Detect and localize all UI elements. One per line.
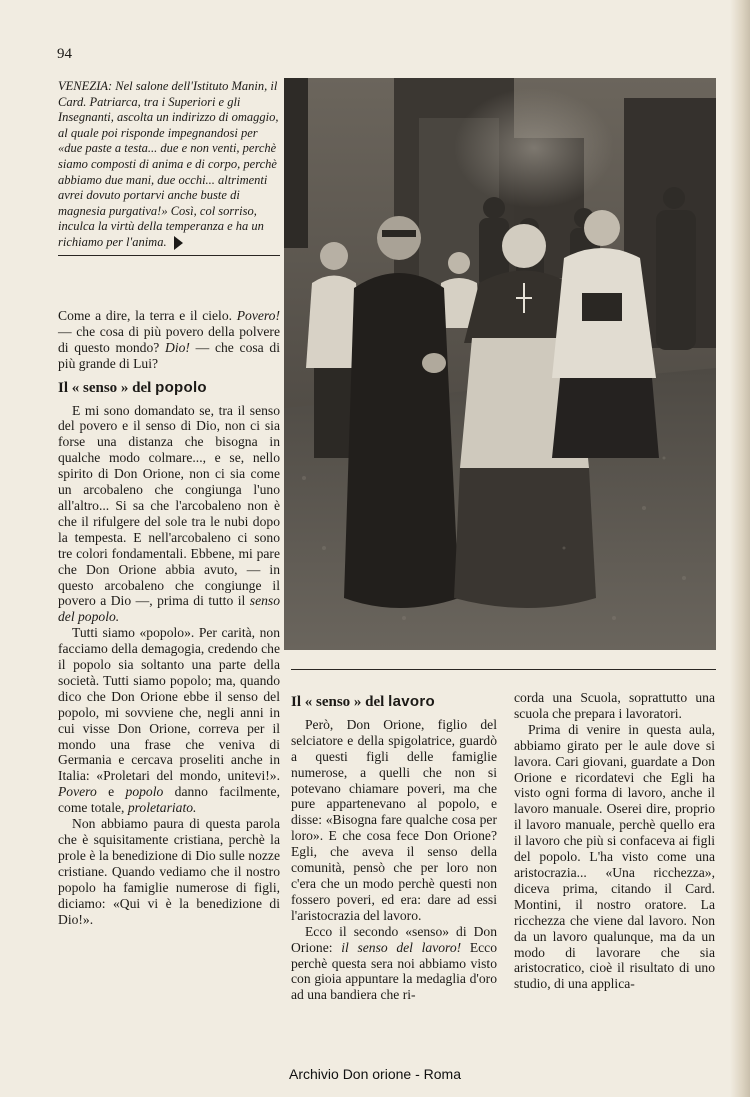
- middle-paragraph-2: [291, 924, 497, 1004]
- page-number: 94: [57, 46, 72, 62]
- text-run: e: [96, 784, 126, 800]
- text-run: Dio!: [165, 339, 190, 355]
- photo-caption: [58, 79, 280, 256]
- text-run: — che cosa di più povero della polvere di questo mondo?: [58, 323, 280, 355]
- text-run: il senso del lavoro!: [341, 939, 462, 955]
- text-run: Povero: [58, 784, 97, 800]
- page-edge-shadow: [730, 0, 750, 1097]
- right-paragraph-1: [514, 690, 715, 722]
- caption-place: VENEZIA:: [58, 79, 113, 93]
- left-paragraph-2: [58, 625, 280, 816]
- text-run: Però, Don Orione, figlio del selciatore e della spigolatrice, guardò a questi figli delle famiglie numerose, a quelli che non si potevano chiamare poveri, ma che pure appartenevano al popolo, e disse: «Bisogna fare qualche cosa per loro». E che cosa fece Don Orione? Egli, che aveva il senso della comunità, pensò che per loro non c'era che un modo perchè questi non fossero poveri, ed era: dare ad essi l'aristocrazia del lavoro.: [291, 716, 497, 923]
- text-run: Non abbiamo paura di questa parola che è squisitamente cristiana, perchè la prole è la benedizione di Dio sulle nozze cristiane. Quando vediamo che il nostro popolo ha famiglie numerose di figli, diciamo: «Qui vi è la benedizione di Dio!».: [58, 816, 280, 927]
- left-paragraph-3: [58, 816, 280, 927]
- text-run: Ecco perchè questa sera noi abbiamo visto con gioia appuntare la medaglia d'oro ad una bandiera che ri-: [291, 939, 497, 1003]
- heading-popolo-word: popolo: [155, 378, 207, 396]
- heading-lavoro-prefix: Il « senso » del: [291, 694, 389, 710]
- left-column: [58, 308, 280, 927]
- right-paragraph-2: [514, 722, 715, 992]
- text-run: senso del popolo.: [58, 593, 280, 625]
- right-column: [514, 690, 715, 992]
- column-divider-rule: [291, 669, 716, 670]
- text-run: Prima di venire in questa aula, abbiamo girato per le aule dove si lavora. Cari giovani, guardate a Don Orione e ricordatevi che Egli ha visto ogni forma di lavoro, anche il lavoro manuale. Oserei dire, proprio il lavoro manuale, perchè quello era il lavoro che più si confaceva ai figli del popolo. L'ha visto come una aristocrazia... «Una ricchezza», diceva prima, citando il Card. Montini, il nostro oratore. La ricchezza che viene dal lavoro. Non da un lavoro qualunque, ma da un modo di lavorare che sia aristocratico, cioè il risultato di uno studio, di una applica-: [514, 721, 715, 992]
- middle-column: [291, 694, 497, 1003]
- text-run: corda una Scuola, soprattutto una scuola che prepara i lavoratori.: [514, 690, 715, 721]
- text-run: danno facilmente, come totale,: [58, 784, 280, 816]
- left-paragraph-1: [58, 403, 280, 626]
- heading-senso-lavoro: [291, 694, 497, 711]
- heading-senso-popolo: [58, 380, 280, 397]
- text-run: Ecco il secondo «senso» di Don Orione:: [291, 923, 497, 955]
- text-run: proletariato.: [127, 800, 197, 816]
- text-run: Come a dire, la terra e il cielo.: [58, 308, 237, 323]
- text-run: popolo: [125, 784, 164, 800]
- text-run: — che cosa di più grande di Lui?: [58, 339, 280, 371]
- middle-paragraph-1: [291, 717, 497, 924]
- caption-pointer-icon: [174, 236, 183, 250]
- left-intro-paragraph: [58, 308, 280, 372]
- caption-text: Nel salone dell'Istituto Manin, il Card. Patriarca, tra i Superiori e gli Insegnanti, ascolta un indirizzo di omaggio, al quale poi risponde impegnandosi per «due paste a testa... due e non venti, perchè siamo composti di anima e di corpo, perchè abbiamo due mani, due occhi... altrimenti avrei dovuto portarvi anche buste di magnesia purgativa!» Così, col sorriso, inculca la virtù della temperanza e ha un richiamo per l'anima.: [58, 79, 279, 249]
- text-run: Povero!: [236, 308, 280, 323]
- heading-lavoro-word: lavoro: [388, 693, 435, 710]
- photograph: [284, 78, 716, 650]
- archive-footer: Archivio Don orione - Roma: [289, 1066, 461, 1082]
- photo-scene: [284, 78, 716, 650]
- text-run: Tutti siamo «popolo». Per carità, non facciamo della demagogia, credendo che il popolo sia soltanto una parte della società. Tutti siamo popolo; ma, quando dico che Don Orione ebbe il senso del popolo, mi sovviene che, negli anni in cui visse Don Orione, correva per il mondo una frase che veniva di Germania e cercava proseliti anche in Italia: «Proletari del mondo, unitevi!».: [58, 625, 280, 784]
- text-run: E mi sono domandato se, tra il senso del povero e il senso di Dio, non ci sia forse una distanza che bisogna in qualche modo colmare..., e se, nello spirito di Don Orione, non ci sia come un arcobaleno che congiunga l'uno all'altro... Si sa che l'arcobaleno non è che il rifulgere del sole tra le nubi dopo la tempesta. E nell'arcobaleno ci sono tre colori fondamentali. Ebbene, mi pare che Don Orione abbia avuto, — in questo arcobaleno che congiunge il povero a Dio —, prima di tutto il: [58, 402, 280, 609]
- heading-popolo-prefix: Il « senso » del: [58, 379, 156, 396]
